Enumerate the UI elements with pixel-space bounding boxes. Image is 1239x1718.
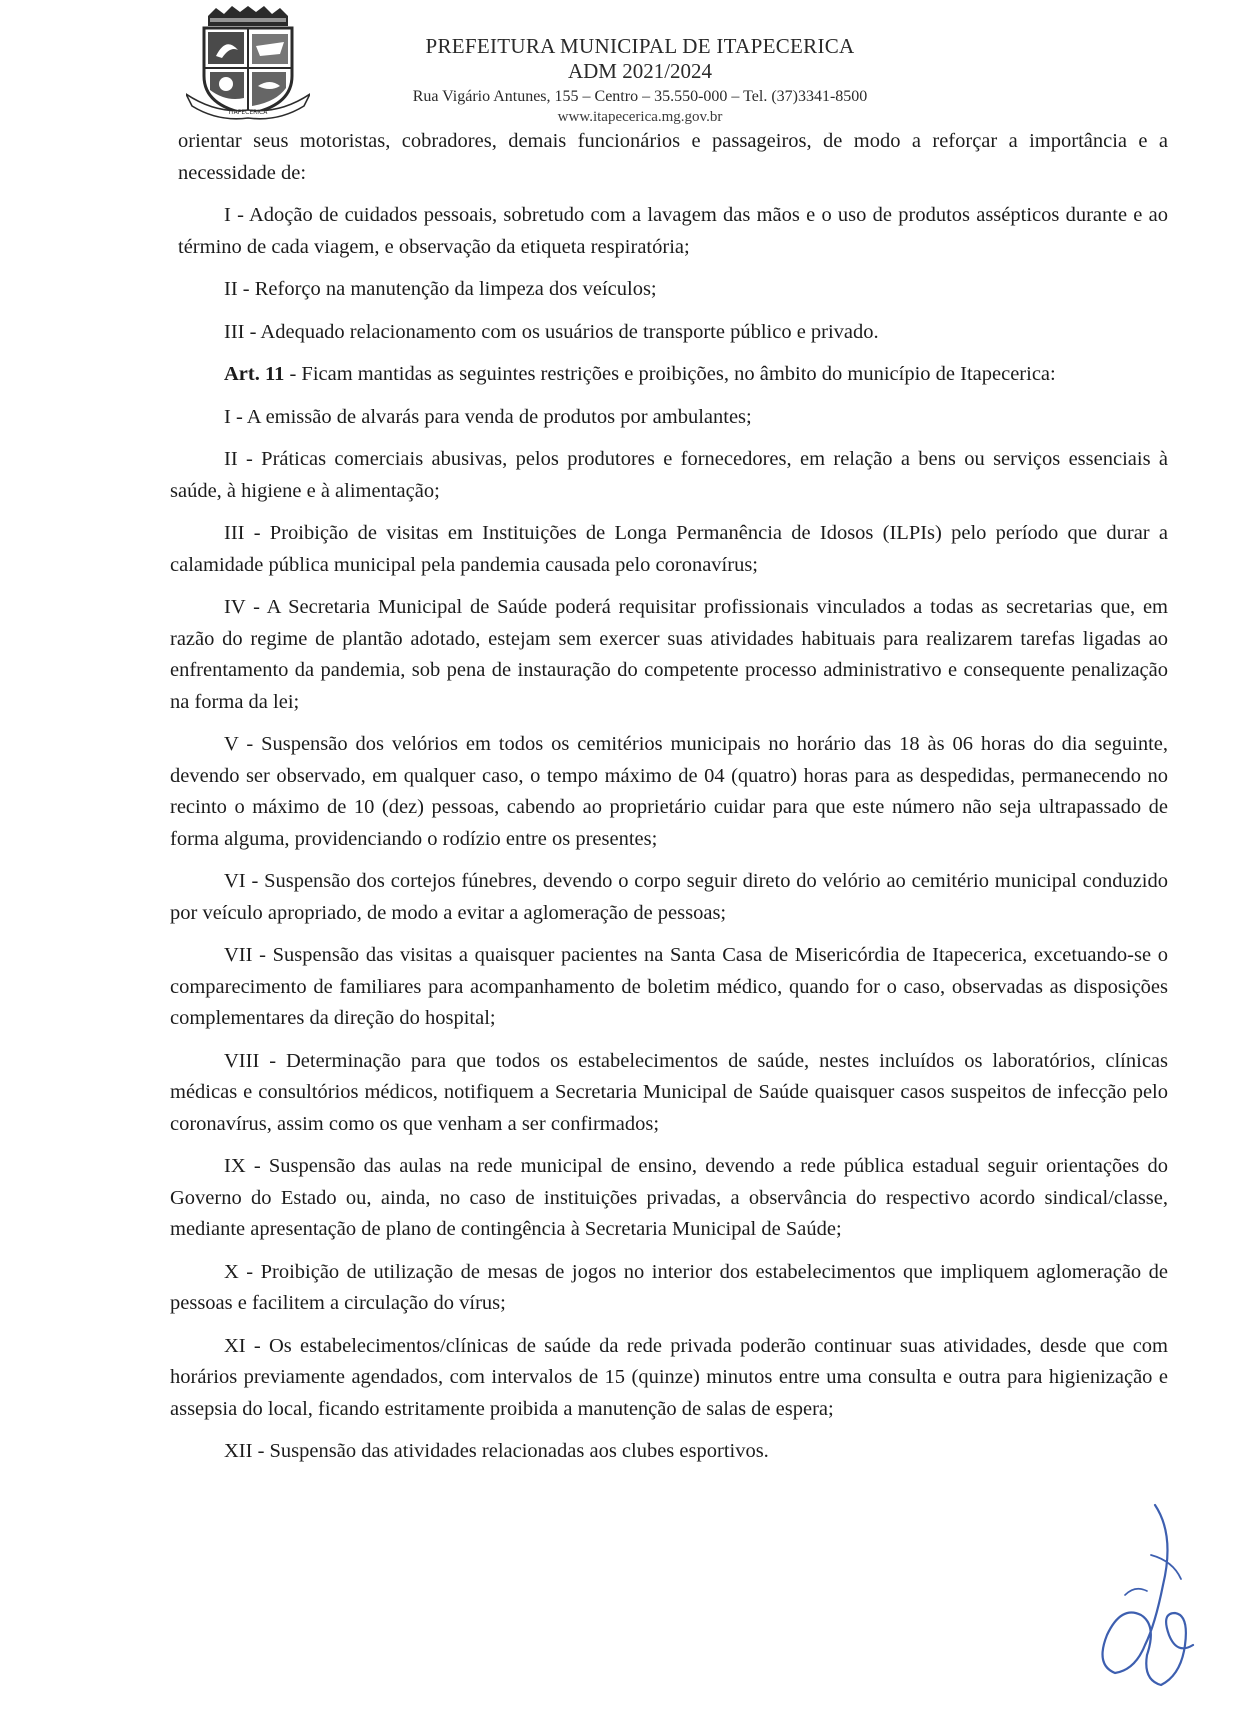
- article-11-text: - Ficam mantidas as seguintes restrições e proibições, no âmbito do município de Itapecerica:: [284, 363, 1056, 385]
- item-b-4: IV - A Secretaria Municipal de Saúde poderá requisitar profissionais vinculados a todas as secretarias que, em razão do regime de plantão adotado, estejam sem exercer suas atividades habituais para realizarem tarefas ligadas ao enfrentamento da pandemia, sob pena de instauração do competente processo administrativo e consequente penalização na forma da lei;: [170, 596, 1168, 713]
- item-b-5: V - Suspensão dos velórios em todos os cemitérios municipais no horário das 18 às 06 horas do dia seguinte, devendo ser observado, em qualquer caso, o tempo máximo de 04 (quatro) horas para as despedidas, permanecendo no recinto o máximo de 10 (dez) pessoas, cabendo ao proprietário cuidar para que este número não seja ultrapassado de forma alguma, providenciando o rodízio entre os presentes;: [170, 733, 1168, 850]
- item-b-2: II - Práticas comerciais abusivas, pelos produtores e fornecedores, em relação a bens ou serviços essenciais à saúde, à higiene e à alimentação;: [170, 448, 1168, 502]
- item-a-3: III - Adequado relacionamento com os usuários de transporte público e privado.: [224, 320, 879, 343]
- item-b-9: IX - Suspensão das aulas na rede municipal de ensino, devendo a rede pública estadual seguir orientações do Governo do Estado ou, ainda, no caso de instituições privadas, a observância do respectivo acordo sindical/classe, mediante apresentação de plano de contingência à Secretaria Municipal de Saúde;: [170, 1155, 1168, 1240]
- crest-ribbon-text: ITAPECERICA: [228, 109, 268, 116]
- article-11-paragraph: [170, 359, 1168, 391]
- item-b-6: VI - Suspensão dos cortejos fúnebres, devendo o corpo seguir direto do velório ao cemitério municipal conduzido por veículo apropriado, de modo a evitar a aglomeração de pessoas;: [170, 870, 1168, 924]
- article-11-label: Art. 11: [224, 363, 285, 385]
- website-link[interactable]: www.itapecerica.mg.gov.br: [557, 109, 723, 125]
- letterhead-text: [340, 34, 940, 126]
- document-body: [170, 126, 1168, 1479]
- item-b-11: XI - Os estabelecimentos/clínicas de saúde da rede privada poderão continuar suas atividades, desde que com horários previamente agendados, com intervalos de 15 (quinze) minutos entre uma consulta e outra para higienização e assepsia do local, ficando estritamente proibida a manutenção de salas de espera;: [170, 1334, 1168, 1420]
- item-b-3: III - Proibição de visitas em Instituições de Longa Permanência de Idosos (ILPIs) pelo período que durar a calamidade pública municipal pela pandemia causada pelo coronavírus;: [170, 522, 1168, 576]
- page-title: PREFEITURA MUNICIPAL DE ITAPECERICA: [425, 34, 855, 58]
- address-line: Rua Vigário Antunes, 155 – Centro – 35.550-000 – Tel. (37)3341-8500: [412, 88, 868, 105]
- intro-paragraph: orientar seus motoristas, cobradores, demais funcionários e passageiros, de modo a reforçar a importância e a necessidade de:: [178, 130, 1168, 184]
- item-a-1: I - Adoção de cuidados pessoais, sobretudo com a lavagem das mãos e o uso de produtos assépticos durante e ao término de cada viagem, e observação da etiqueta respiratória;: [178, 204, 1168, 258]
- item-a-2: II - Reforço na manutenção da limpeza dos veículos;: [224, 278, 657, 300]
- item-b-7: VII - Suspensão das visitas a quaisquer pacientes na Santa Casa de Misericórdia de Itapecerica, excetuando-se o comparecimento de familiares para acompanhamento de boletim médico, quando for o caso, observadas as disposições complementares da direção do hospital;: [170, 944, 1168, 1029]
- administration-period: ADM 2021/2024: [567, 59, 713, 83]
- item-b-8: VIII - Determinação para que todos os estabelecimentos de saúde, nestes incluídos os laboratórios, clínicas médicas e consultórios médicos, notifiquem a Secretaria Municipal de Saúde quaisquer casos suspeitos de infecção pelo coronavírus, assim como os que venham a ser confirmados;: [170, 1049, 1168, 1135]
- handwritten-signature: [1085, 1495, 1205, 1695]
- municipal-crest-icon: [186, 6, 310, 126]
- item-b-12: XII - Suspensão das atividades relacionadas aos clubes esportivos.: [224, 1440, 769, 1462]
- item-b-10: X - Proibição de utilização de mesas de jogos no interior dos estabelecimentos que impliquem aglomeração de pessoas e facilitem a circulação do vírus;: [170, 1260, 1168, 1314]
- letterhead: [0, 0, 1239, 135]
- item-b-1: I - A emissão de alvarás para venda de produtos por ambulantes;: [224, 405, 752, 428]
